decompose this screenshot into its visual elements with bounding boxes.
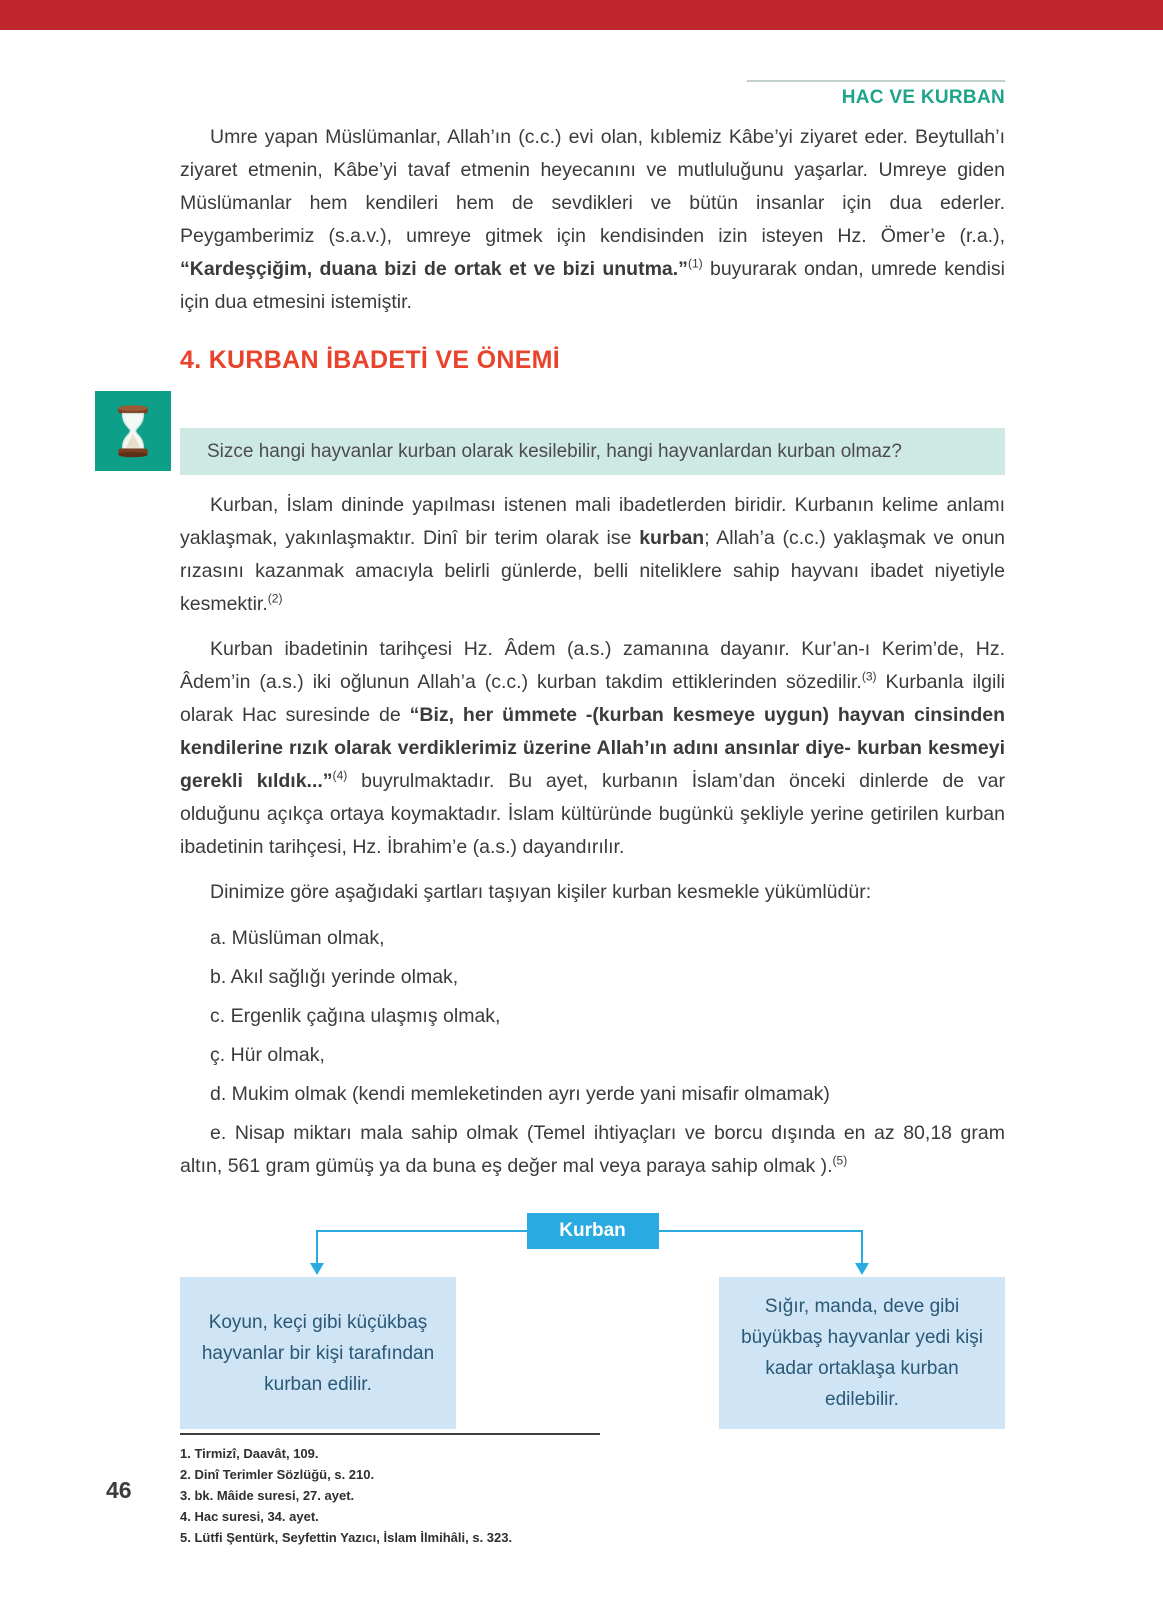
body-paragraph-kurban-history: Kurban ibadetinin tarihçesi Hz. Âdem (a.s.) zamanına dayanır. Kur’an-ı Kerim’de, Hz. Âdem’in (a.s.) iki oğlunun Allah’a (c.c.) kurban takdim ettiklerinden sözedilir.$^{(3)}$ Kurbanla ilgili olarak Hac suresinde de “Biz, her ümmete -(kurban kesmeye uygun) hayvan cinsinden kendilerine rızık olarak verdiklerimiz üzerine Allah’ın adını ansınlar diye- kurban kesmeyi gerekli kıldık...”$^{(4)}$ buyrulmaktadır. Bu ayet, kurbanın İslam’dan önceki dinlerde de var olduğunu açıkça ortaya koymaktadır. İslam kültüründe bugünkü şekliyle yerine getirilen kurban ibadetinin tarihçesi, Hz. İbrahim’e (a.s.) dayandırılır.: [180, 638, 1006, 858]
diagram-left-text: Koyun, keçi gibi küçükbaş hayvanlar bir kişi tarafından kurban edilir.: [201, 1311, 435, 1395]
footnote-5: 5. Lütfi Şentürk, Seyfettin Yazıcı, İslam İlmihâli, s. 323.: [180, 1530, 513, 1545]
diagram-right-node: [719, 1277, 1005, 1429]
footnote-1: 1. Tirmizî, Daavât, 109.: [180, 1446, 319, 1461]
footnote-4: 4. Hac suresi, 34. ayet.: [180, 1509, 319, 1524]
diagram-connector-arrows: [180, 1213, 1005, 1277]
requirement-item-d: d. Mukim olmak (kendi memleketinden ayrı yerde yani misafir olmamak): [210, 1083, 830, 1105]
header-rule: [747, 80, 1005, 109]
requirement-item-a: a. Müslüman olmak,: [210, 927, 385, 949]
intro-paragraph: Umre yapan Müslümanlar, Allah’ın (c.c.) evi olan, kıblemiz Kâbe’yi ziyaret eder. Beytullah’ı ziyaret etmenin, Kâbe’yi tavaf etmenin heyecanını ve mutluluğunu yaşarlar. Umreye giden Müslümanlar hem kendileri hem de sevdikleri ve bütün insanlar için dua ederler. Peygamberimiz (s.a.v.), umreye gitmek için kendisinden izin isteyen Hz. Ömer’e (r.a.), “Kardeşçiğim, duana bizi de ortak et ve bizi unutma.”$^{(1)}$ buyurarak ondan, umrede kendisi için dua etmesini istemiştir.: [180, 126, 1005, 313]
chapter-header-title: HAC VE KURBAN: [841, 87, 1005, 108]
diagram-root-node: Kurban: [527, 1213, 659, 1249]
diagram-leaf-row: [180, 1277, 1005, 1429]
section-heading: 4. KURBAN İBADETİ VE ÖNEMİ: [180, 346, 561, 374]
diagram-left-node: [180, 1277, 456, 1429]
top-accent-bar: [0, 0, 1163, 30]
discussion-question-box: [180, 428, 1005, 475]
discussion-question-row: [180, 391, 1005, 477]
requirement-item-cc: ç. Hür olmak,: [210, 1044, 325, 1066]
requirement-item-e: e. Nisap miktarı mala sahip olmak (Temel ihtiyaçları ve borcu dışında en az 80,18 gram altın, 561 gram gümüş ya da buna eş değer mal veya paraya sahip olmak ).$^{(5)}$: [180, 1122, 1005, 1177]
chapter-header-block: [180, 80, 1005, 109]
diagram-right-text: Sığır, manda, deve gibi büyükbaş hayvanlar yedi kişi kadar ortaklaşa kurban edilebilir.: [741, 1296, 983, 1410]
hourglass-icon: [95, 391, 171, 471]
footnotes-section: [180, 1433, 1005, 1548]
requirement-item-b: b. Akıl sağlığı yerinde olmak,: [210, 966, 459, 988]
footnote-3: 3. bk. Mâide suresi, 27. ayet.: [180, 1488, 355, 1503]
body-paragraph-kurban-definition: Kurban, İslam dininde yapılması istenen mali ibadetlerden biridir. Kurbanın kelime anlamı yaklaşmak, yakınlaşmaktır. Dinî bir terim olarak ise kurban; Allah’a (c.c.) yaklaşmak ve onun rızasını kazanmak amacıyla belirli günlerde, belli niteliklere sahip hayvanı ibadet niyetiyle kesmektir.$^{(2)}$: [180, 494, 1005, 615]
footnote-2: 2. Dinî Terimler Sözlüğü, s. 210.: [180, 1467, 375, 1482]
page-content: [180, 30, 1005, 1548]
page-number: 46: [106, 1477, 132, 1503]
body-paragraph-requirements-lead: Dinimize göre aşağıdaki şartları taşıyan kişiler kurban kesmekle yükümlüdür:: [210, 881, 872, 903]
requirement-item-c: c. Ergenlik çağına ulaşmış olmak,: [210, 1005, 501, 1027]
discussion-question-text: Sizce hangi hayvanlar kurban olarak kesilebilir, hangi hayvanlardan kurban olmaz?: [207, 440, 902, 462]
footnote-divider: [180, 1433, 600, 1435]
kurban-diagram: [180, 1213, 1005, 1409]
